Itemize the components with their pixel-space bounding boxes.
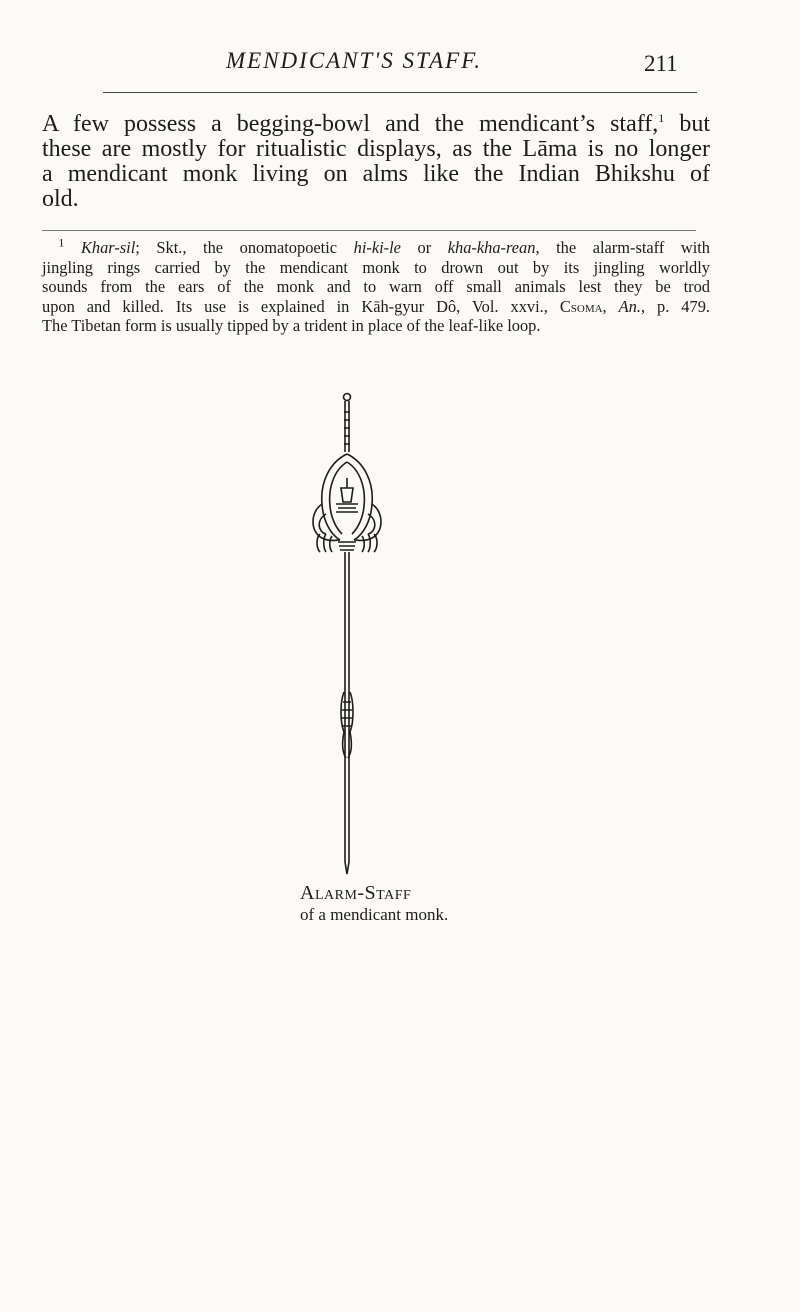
footnote-term: Khar-sil [80, 238, 136, 257]
page-number: 211 [644, 51, 678, 76]
caption-subtitle: of a mendicant monk. [300, 905, 449, 924]
footnote-line-2: jingling rings carried by the mendicant monk to drown out by its jingling worldly [42, 257, 710, 277]
running-head-title: MENDICANT'S STAFF. [226, 48, 483, 73]
body-line-4: old. [42, 186, 79, 212]
body-line-1: A few possess a begging-bowl and the mendicant’s staff,$^1$ but [42, 111, 710, 137]
footnote [42, 235, 710, 336]
body-line-2: these are mostly for ritualistic displays, as the Lāma is no longer [42, 136, 710, 162]
body-line-3: a mendicant monk living on alms like the Indian Bhikshu of [42, 161, 710, 187]
running-head [0, 0, 800, 110]
footnote-line-1: $^1$ Khar-sil; Skt., the onomatopoetic hi-ki-le or kha-kha-rean, the alarm-staff with [58, 235, 710, 257]
footnote-line-3: sounds from the ears of the monk and to warn off small animals lest they be trod [42, 277, 710, 296]
tibetan-term: kha-kha-rean [447, 238, 536, 257]
footnote-rule [42, 230, 696, 231]
footnote-ref: 1 [658, 111, 665, 125]
author-csoma: Csoma [559, 296, 603, 316]
alarm-staff-illustration [300, 392, 404, 882]
footnote-marker: 1 [58, 235, 65, 250]
body-paragraph [42, 112, 710, 212]
source-abbrev: An. [618, 296, 641, 316]
header-rule [103, 92, 697, 93]
footnote-line-4: upon and killed. Its use is explained in Kāh-gyur Dô, Vol. xxvi., Csoma, An., p. 479. [42, 296, 710, 316]
sanskrit-term: hi-ki-le [353, 238, 401, 257]
footnote-line-5: The Tibetan form is usually tipped by a trident in place of the leaf-like loop. [42, 316, 541, 335]
caption-title: Alarm-Staff [300, 882, 412, 904]
